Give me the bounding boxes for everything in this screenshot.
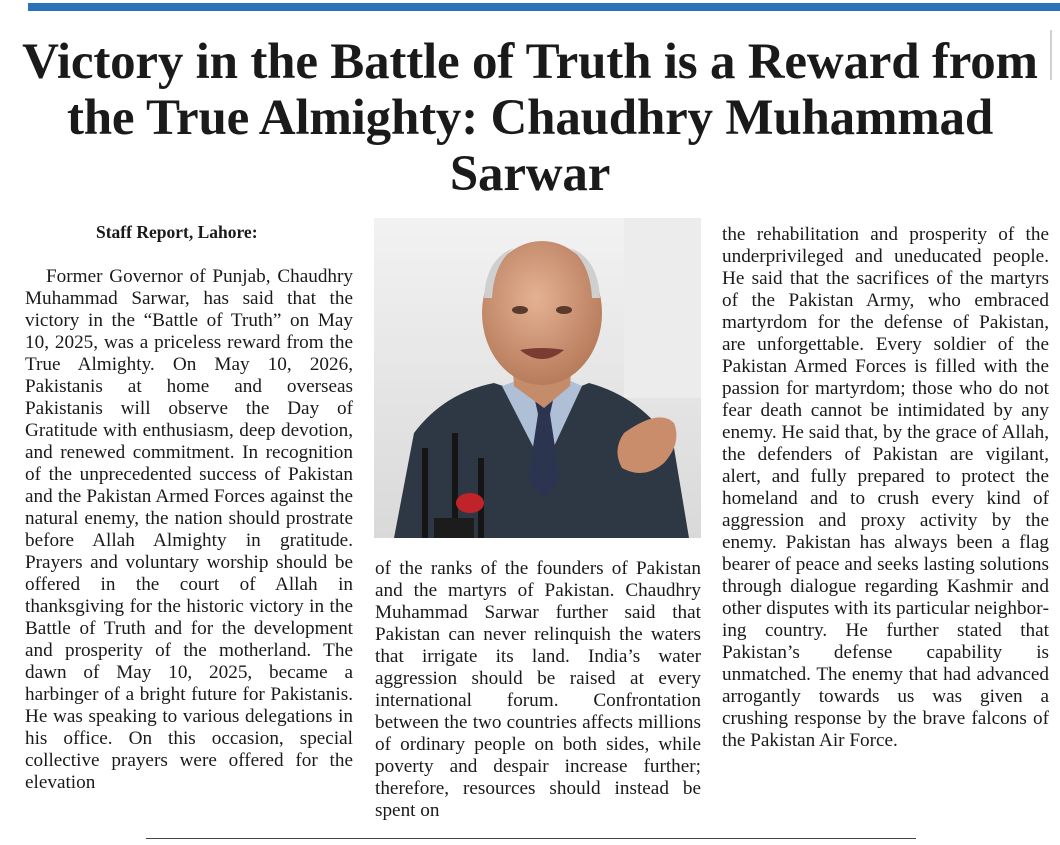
article-column-1: Former Governor of Punjab, Chaudhry Muhammad Sarwar, has said that the victory in the “Battle of Truth” on May 10, 2025, was a priceless reward from the True Almighty. On May 10, 2026, Pakistanis at home and overseas Pakistanis will observe the Day of Gratitude with enthusiasm, deep devotion, and renewed commitment. In recognition of the unprecedented success of Pakistan and the Pakistan Armed Forces against the natural enemy, the nation should prostrate before Allah Almighty in gratitude. Prayers and voluntary worship should be offered in the court of Allah in thanksgiving for the historic victory in the Battle of Truth and for the development and prosperity of the motherland. The dawn of May 10, 2025, became a harbinger of a bright future for Pakistanis. He was speaking to various delegations in his office. On this occasion, special collective prayers were offered for the elevation [25, 266, 353, 793]
article-column-3: the rehabilitation and prosperity of the underprivileged and uneducated people. He said that the sacrifices of the martyrs of the Pakistan Army, who embraced martyrdom for the defense of Pakistan, are unforgettable. Every soldier of the Pakistan Armed Forces is filled with the passion for martyrdom; those who do not fear death cannot be intimidated by any enemy. He said that, by the grace of Allah, the defenders of Pakistan are vigilant, alert, and fully prepared to protect the homeland and to crush every kind of aggression and proxy activity by the enemy. Pakistan has always been a flag bearer of peace and seeks lasting solutions through dialogue regarding Kashmir and other disputes with its particular neighboring country. He further stated that Pakistan’s defense capability is unmatched. The enemy that had advanced arrogantly towards us was given a crushing response by the brave falcons of the Pakistan Air Force. [722, 224, 1049, 751]
headline: Victory in the Battle of Truth is a Reward from the True Almighty: Chaudhry Muhammad Sarwar [22, 34, 1038, 202]
byline: Staff Report, Lahore: [96, 222, 258, 242]
article-column-2: of the ranks of the founders of Pakistan and the martyrs of Pakistan. Chaudhry Muhammad Sarwar further said that Pakistan can never relinquish the waters that irrigate its land. India’s water aggression should be raised at every international forum. Confrontation between the two countries affects millions of ordinary people on both sides, while poverty and despair increase further; therefore, resources should instead be spent on [375, 558, 701, 821]
edge-divider [1050, 30, 1052, 80]
article-photo [374, 218, 701, 538]
top-accent-bar [28, 3, 1060, 11]
bottom-rule [146, 838, 916, 839]
